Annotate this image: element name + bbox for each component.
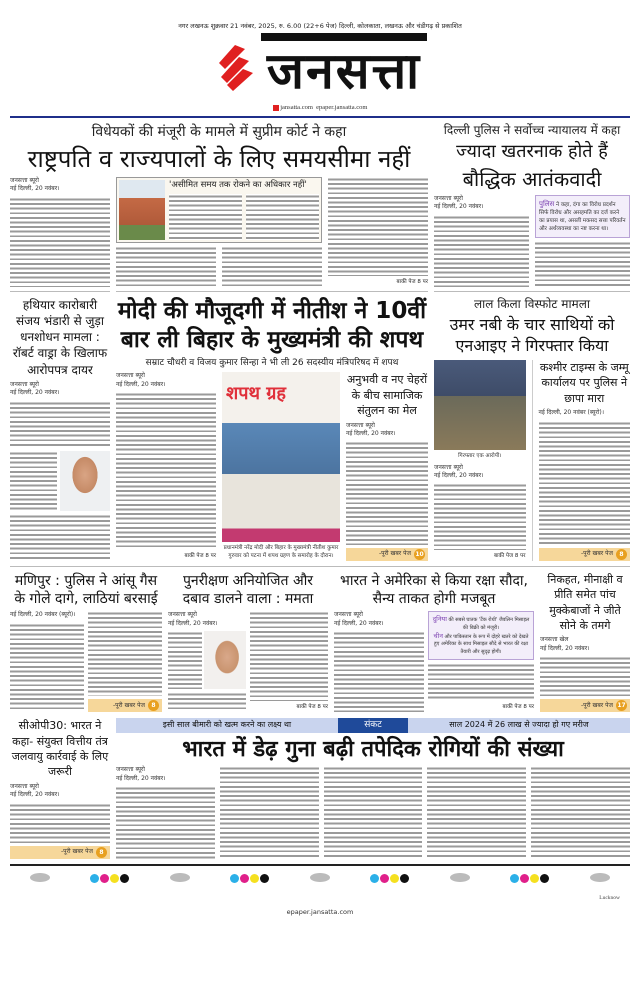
mamata-continued[interactable]: बाकी पेज 8 पर [296,704,328,711]
manipur-dateline: नई दिल्ली, 20 नवंबर (ब्यूरो)। [10,611,76,619]
vadra-byline: जनसत्ता ब्यूरो नई दिल्ली, 20 नवंबर। [10,380,60,397]
delhi-police-byline: जनसत्ता ब्यूरो नई दिल्ली, 20 नवंबर। [434,194,484,211]
defence-story [334,572,534,712]
nitish-side-byline: जनसत्ता ब्यूरो नई दिल्ली, 20 नवंबर। [346,421,396,438]
mamata-photo [204,631,246,689]
delhi-police-sidebar: पुलिस ने कहा, दंगा का विरोध प्रदर्शन सिर्फ विरोध और असहमति का दर्ज करने का प्रयास था, असली मकसद सत्ता परिवर्तन और अर्थव्यवस्था का नष्ट करना था। [535,195,630,238]
nitish-side-more-link[interactable]: -पूरी खबर पेज 10 [346,548,428,561]
photo-banner-text: शपथ ग्रह [226,383,286,405]
vadra-story [10,291,110,561]
epaper-link[interactable]: epaper.jansatta.com [316,104,368,112]
masthead-logo [10,33,630,101]
column-divider [532,360,533,561]
tb-body-col2 [220,766,319,858]
cop30-more-link[interactable]: -पूरी खबर पेज 8 [10,846,110,859]
row-top [10,123,630,287]
sc-body-col3 [222,246,322,287]
nitish-subhead: सम्राट चौधरी व विजय कुमार सिन्हा ने भी ली 26 सदस्यीय मंत्रिपरिषद में शपथ [145,358,399,369]
vadra-body-2 [10,514,110,561]
defence-body-col2 [428,663,534,702]
mamata-byline: जनसत्ता ब्यूरो नई दिल्ली, 20 नवंबर। [168,611,218,627]
manipur-body-col1 [10,623,84,713]
sc-quote-text-2 [246,194,319,240]
boxing-body [540,656,630,696]
red-fort-continued[interactable]: बाकी पेज 8 पर [493,553,526,560]
tb-banner-right: साल 2024 में 26 लाख से ज्यादा हो गए मरीज [449,720,589,730]
kashmir-times-body [539,421,631,545]
nitish-headline: मोदी की मौजूदगी में नीतीश ने 10वीं बार ली बिहार के मुख्यमंत्री की शपथ [117,297,427,353]
masthead-urls [10,103,630,113]
nitish-continued[interactable]: बाकी पेज 8 पर [184,553,216,560]
manipur-headline: मणिपुर : पुलिस ने आंसू गैस के गोले दागे, लाठियां बरसाई [14,572,158,608]
edition-label: Lucknow [599,894,620,901]
defence-sidebar: दुनिया की सबसे घातक 'टैंक रोधी' जैवलिन मिसाइल की बिक्री को मंजूरी। चीन और पाकिस्तान के रूप में दोहरे खतरे को देखते हुए अमेरिका के साथ मिसाइल सौदे से भारत की रक्षा तैयारी और सुदृढ़ होगी। [428,611,534,660]
cop30-headline: सीओपी30: भारत ने कहा- संयुक्त वित्तीय तंत्र जलवायु कार्रवाई के लिए जरूरी [11,719,109,779]
masthead-rule [10,116,630,118]
mamata-headline: पुनरीक्षण अनियोजित और दबाव डालने वाला : ममता [182,572,314,608]
manipur-story [10,572,162,712]
sc-byline: जनसत्ता ब्यूरो नई दिल्ली, 20 नवंबर। [10,177,60,193]
sc-story [10,123,428,287]
delhi-police-kicker: दिल्ली पुलिस ने सर्वोच्च न्यायालय में कहा [443,122,621,137]
tb-byline: जनसत्ता ब्यूरो नई दिल्ली, 20 नवंबर। [116,766,166,782]
delhi-police-headline-1: ज्यादा खतरनाक होते हैं [456,141,608,163]
row-second [10,291,630,561]
nitish-body [116,392,216,550]
boxing-more-link[interactable]: -पूरी खबर पेज 17 [540,699,630,712]
row-third [10,572,630,712]
divider [10,566,630,567]
boxing-story [540,572,630,712]
arrest-photo [434,360,526,450]
vadra-body [10,401,110,448]
robert-vadra-photo [60,451,110,511]
sc-body-col1 [10,197,110,287]
modi-nitish-photo [222,372,340,542]
red-fort-headline: उमर नबी के चार साथियों को एनआइए ने गिरफ्तार किया [449,315,615,356]
boxing-byline: जनसत्ता खेल नई दिल्ली, 20 नवंबर। [540,636,590,652]
color-registration-bar [10,868,630,887]
kashmir-times-dateline: नई दिल्ली, 20 नवंबर (ब्यूरो)। [538,409,605,417]
mamata-body-side [168,631,202,689]
defence-byline: जनसत्ता ब्यूरो नई दिल्ली, 20 नवंबर। [334,611,384,627]
row-bottom [10,718,630,858]
sc-kicker: विधेयकों की मंजूरी के मामले में सुप्रीम कोर्ट ने कहा [91,123,347,140]
manipur-more-link[interactable]: -पूरी खबर पेज 8 [88,699,162,712]
jansatta-icon [273,105,279,111]
kashmir-times-more-link[interactable]: -पूरी खबर पेज 8 [539,548,631,561]
cop30-byline: जनसत्ता ब्यूरो नई दिल्ली, 20 नवंबर। [10,782,60,799]
tb-banner [116,718,630,733]
registration-rule [10,864,630,866]
sc-pullquote: 'असीमित समय तक रोकने का अधिकार नहीं' [169,180,307,191]
vadra-body-side [10,451,57,511]
delhi-police-body-col1 [434,215,529,287]
red-fort-caption: गिरफ्तार एक आरोपी। [458,453,502,459]
nitish-caption: प्रधानमंत्री नरेंद्र मोदी और बिहार के मुख्यमंत्री नीतीश कुमार गुरुवार को पटना में शपथ ग्रहण के समारोह के दौरान। [223,545,339,560]
red-fort-kicker: लाल किला विस्फोट मामला [474,296,590,311]
mamata-body-col2 [250,611,328,701]
nitish-byline: जनसत्ता ब्यूरो नई दिल्ली, 20 नवंबर। [116,372,166,388]
nitish-side-body [346,441,428,544]
delhi-police-body-col2 [535,241,630,287]
tb-body-col1 [116,786,215,858]
sc-headline: राष्ट्रपति व राज्यपालों के लिए समयसीमा नहीं [27,145,411,174]
red-fort-body [434,483,526,550]
defence-continued[interactable]: बाकी पेज 8 पर [502,704,534,711]
website-link[interactable]: jansatta.com [280,104,313,112]
vadra-headline: हथियार कारोबारी संजय भंडारी से जुड़ा धनशोधन मामला : रॉबर्ट वाड्रा के खिलाफ आरोपपत्र दायर [12,297,108,377]
sc-quote-text-1 [169,194,242,240]
logo-mark-icon [213,43,257,91]
tb-story [116,718,630,858]
sc-continued[interactable]: बाकी पेज 8 पर [396,279,428,286]
defence-body-col1 [334,631,424,712]
tb-body-col5 [531,766,630,858]
tb-banner-center: संकट [338,718,408,733]
mamata-story [168,572,328,712]
tb-banner-left: इसी साल बीमारी को खत्म करने का लक्ष्य था [162,720,292,730]
nitish-side-headline: अनुभवी व नए चेहरों के बीच सामाजिक संतुलन का मेल [346,373,428,418]
masthead-dateline: नगर लखनऊ शुक्रवार 21 नवंबर, 2025, रु. 6.00 (22+6 पेज) दिल्ली, कोलकाता, लखनऊ और चंडीगढ़ से प्रकाशित [178,22,462,30]
red-fort-story [434,291,630,561]
sc-body-col4 [328,177,428,276]
cop30-body [10,803,110,843]
sc-body-col2 [116,246,216,287]
boxing-headline: निकहत, मीनाक्षी व प्रीति समेत पांच मुक्केबाजों ने जीते सोने के तमगे [547,572,623,632]
tb-body-col4 [427,766,526,858]
cop30-story [10,718,110,858]
manipur-body-col2 [88,611,162,696]
red-fort-byline: जनसत्ता ब्यूरो नई दिल्ली, 20 नवंबर। [434,463,484,480]
tb-headline: भारत में डेढ़ गुना बढ़ी तपेदिक रोगियों की संख्या [182,736,564,762]
footer-url[interactable]: epaper.jansatta.com [286,908,354,917]
mamata-body [168,692,246,712]
supreme-court-photo [119,180,165,240]
sc-pullquote-box [116,177,322,243]
delhi-police-story [434,123,630,287]
logo-wordmark: जनसत्ता [261,33,427,101]
kashmir-times-headline: कश्मीर टाइम्स के जम्मू कार्यालय पर पुलिस ने छापा मारा [539,361,629,405]
defence-headline: भारत ने अमेरिका से किया रक्षा सौदा, सैन्य ताकत होगी मजबूत [339,572,529,608]
delhi-police-headline-2: बौद्धिक आतंकवादी [462,166,602,191]
tb-body-col3 [324,766,423,858]
nitish-story [116,291,428,561]
